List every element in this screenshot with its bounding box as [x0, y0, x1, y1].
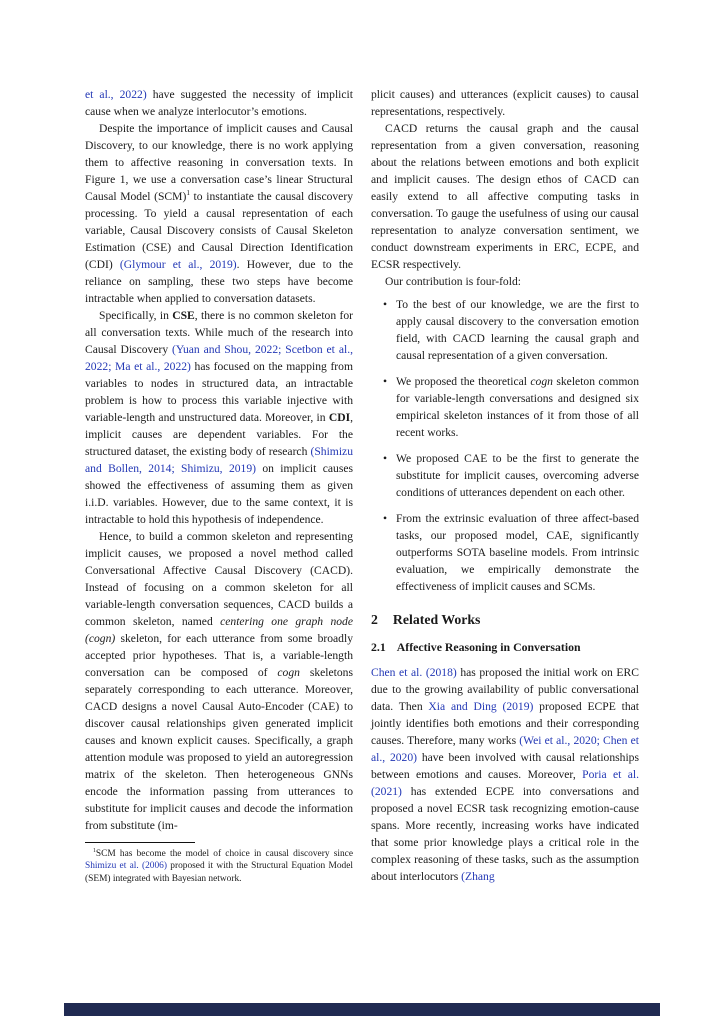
- text-run: cogn: [530, 375, 553, 388]
- text-run: cogn: [277, 666, 300, 679]
- text-run: has extended ECPE into conversations and proposed a novel ECSR task recognizing emotion-cause spans. More recently, increasing works have indicated that some prior knowledge plays a critical role in the complex reasoning of these tasks, such as the assumption about interlocutors: [371, 785, 639, 883]
- citation-link[interactable]: Xia and Ding (2019): [428, 700, 534, 713]
- text-run: has focused on the mapping from variables to nodes in structured data, an intractable problem is how to process this variable injective with variable-length and unstructured data. Moreover, in: [85, 360, 353, 424]
- text-run: Our contribution is four-fold:: [385, 275, 521, 288]
- section-heading: [371, 611, 639, 628]
- bullet-icon: •: [383, 298, 388, 311]
- contributions-list: [371, 296, 639, 595]
- section-title: Related Works: [392, 612, 481, 627]
- citation-link[interactable]: (Wei et al., 2020; Chen et al., 2020): [371, 734, 639, 764]
- paragraph: [371, 273, 639, 290]
- footnote-rule: [85, 842, 195, 843]
- text-run: We proposed CAE to be the first to generate the substitute for implicit causes, overcoming adverse conditions of utterances dependent on each other.: [396, 452, 639, 499]
- text-run: centering one graph node (cogn): [85, 615, 353, 645]
- paragraph: [371, 120, 639, 273]
- citation-link[interactable]: Chen et al. (2018): [371, 666, 457, 679]
- citation-link[interactable]: (Zhang: [461, 870, 495, 883]
- left-column: [85, 86, 353, 885]
- text-run: CACD returns the causal graph and the causal representation from a given conversation, reasoning about the relations between emotions and both explicit and implicit causes. The design ethos of CACD can easily extend to all affective computing tasks in conversation. To gauge the usefulness of using our causal representation to analyze conversation sentiment, we conduct downstream experiments in ERC, ECPE, and ECSR respectively.: [371, 122, 639, 271]
- text-run: From the extrinsic evaluation of three affect-based tasks, our proposed model, CAE, significantly outperforms SOTA baseline models. From intrinsic evaluation, we empirically demonstrate the effectiveness of implicit causes and SCMs.: [396, 512, 639, 593]
- text-run: Hence, to build a common skeleton and representing implicit causes, we proposed a novel method called Conversational Affective Causal Discovery (CACD). Instead of focusing on a common skeleton for all variable-length conversation sequences, CACD builds a common skeleton, named: [85, 530, 353, 628]
- text-run: has proposed the initial work on ERC due to the growing availability of public conversational data. Then: [371, 666, 639, 713]
- paragraph: [85, 528, 353, 834]
- left-column-text: [85, 86, 353, 834]
- bullet-icon: •: [383, 452, 388, 465]
- text-run: have been involved with causal relationships between emotions and causes. Moreover,: [371, 751, 639, 781]
- right-column: [371, 86, 639, 885]
- citation-link[interactable]: Shimizu et al. (2006): [85, 861, 167, 872]
- text-run: Specifically, in: [99, 309, 173, 322]
- text-run: skeleton common for variable-length conversations and designed six empirical skeleton instances of it from those of all recent works.: [396, 375, 639, 439]
- footnote: [85, 842, 353, 885]
- bullet-icon: •: [383, 375, 388, 388]
- text-run: proposed ECPE that jointly identifies both emotions and their corresponding causes. Therefore, many works: [371, 700, 639, 747]
- two-column-text: [85, 86, 639, 885]
- text-run: SCM has become the model of choice in causal discovery since: [95, 849, 353, 859]
- contribution-item: [371, 296, 639, 364]
- text-run: , there is no common skeleton for all conversation texts. While much of the research into Causal Discovery: [85, 309, 353, 356]
- text-run: have suggested the necessity of implicit cause when we analyze interlocutor’s emotions.: [85, 88, 353, 118]
- paragraph: [371, 664, 639, 885]
- text-run: skeletons separately corresponding to each utterance. Moreover, CACD designs a novel Causal Auto-Encoder (CAE) to discover causal relationships given generated implicit causes and known explicit causes. Specifically, a graph attention module was proposed to yield an autoregression matrix of the skeleton. Then heterogeneous GNNs encode the information passing from utterances to substitute for implicit causes and decode the information from substitute (im-: [85, 666, 353, 832]
- contribution-item: [371, 373, 639, 441]
- text-run: To the best of our knowledge, we are the first to apply causal discovery to the conversation emotion field, with CACD learning the causal graph and causal representation of a given conversation.: [396, 298, 639, 362]
- footnote-text: [85, 848, 353, 885]
- text-run: skeleton, for each utterance from some broadly accepted prior hypotheses. That is, a variable-length conversation can be composed of: [85, 632, 353, 679]
- text-run: proposed it with the Structural Equation Model (SEM) integrated with Bayesian network.: [85, 861, 353, 884]
- footnote-marker: 1: [186, 189, 190, 198]
- subsection-heading: [371, 640, 639, 655]
- paragraph: [371, 86, 639, 120]
- text-run: . However, due to the reliance on sampling, these two steps have become intractable when applied to conversation datasets.: [85, 258, 354, 305]
- text-run: CDI: [328, 411, 351, 424]
- text-run: We proposed the theoretical: [396, 375, 531, 388]
- text-run: Despite the importance of implicit causes and Causal Discovery, to our knowledge, there is no work applying them to affective reasoning in conversation texts. In Figure 1, we use a conversation case’s linear Structural Causal Model (SCM): [85, 122, 353, 203]
- citation-link[interactable]: (Yuan and Shou, 2022; Scetbon et al., 2022; Ma et al., 2022): [85, 343, 353, 373]
- text-run: plicit causes) and utterances (explicit causes) to causal representations, respectively.: [371, 88, 639, 118]
- bullet-icon: •: [383, 512, 388, 525]
- text-run: to instantiate the causal discovery processing. To yield a causal representation of each variable, Causal Discovery consists of Causal Skeleton Estimation (CSE) and Causal Direction Identification (CDI): [85, 190, 353, 271]
- paragraph: [85, 120, 353, 307]
- text-run: , implicit causes are dependent variables. For the structured dataset, the existing body of research: [85, 411, 353, 458]
- next-page-figure-edge: [64, 1003, 660, 1016]
- contribution-item: [371, 510, 639, 595]
- citation-link[interactable]: Poria et al. (2021): [371, 768, 640, 798]
- section-number: 2.1: [371, 640, 386, 654]
- paragraph: [85, 307, 353, 528]
- footnote-marker: 1: [93, 847, 96, 854]
- paragraph: [85, 86, 353, 120]
- text-run: CSE: [172, 309, 195, 322]
- citation-link[interactable]: (Glymour et al., 2019): [119, 258, 237, 271]
- section-number: 2: [371, 612, 378, 627]
- citation-link[interactable]: et al., 2022): [85, 88, 147, 101]
- citation-link[interactable]: (Shimizu and Bollen, 2014; Shimizu, 2019): [85, 445, 353, 475]
- contribution-item: [371, 450, 639, 501]
- text-run: on implicit causes showed the effectiveness of assuming them as given i.i.D. variables. However, due to the same context, it is intractable to hold this hypothesis of independence.: [85, 462, 353, 526]
- section-title: Affective Reasoning in Conversation: [396, 640, 581, 654]
